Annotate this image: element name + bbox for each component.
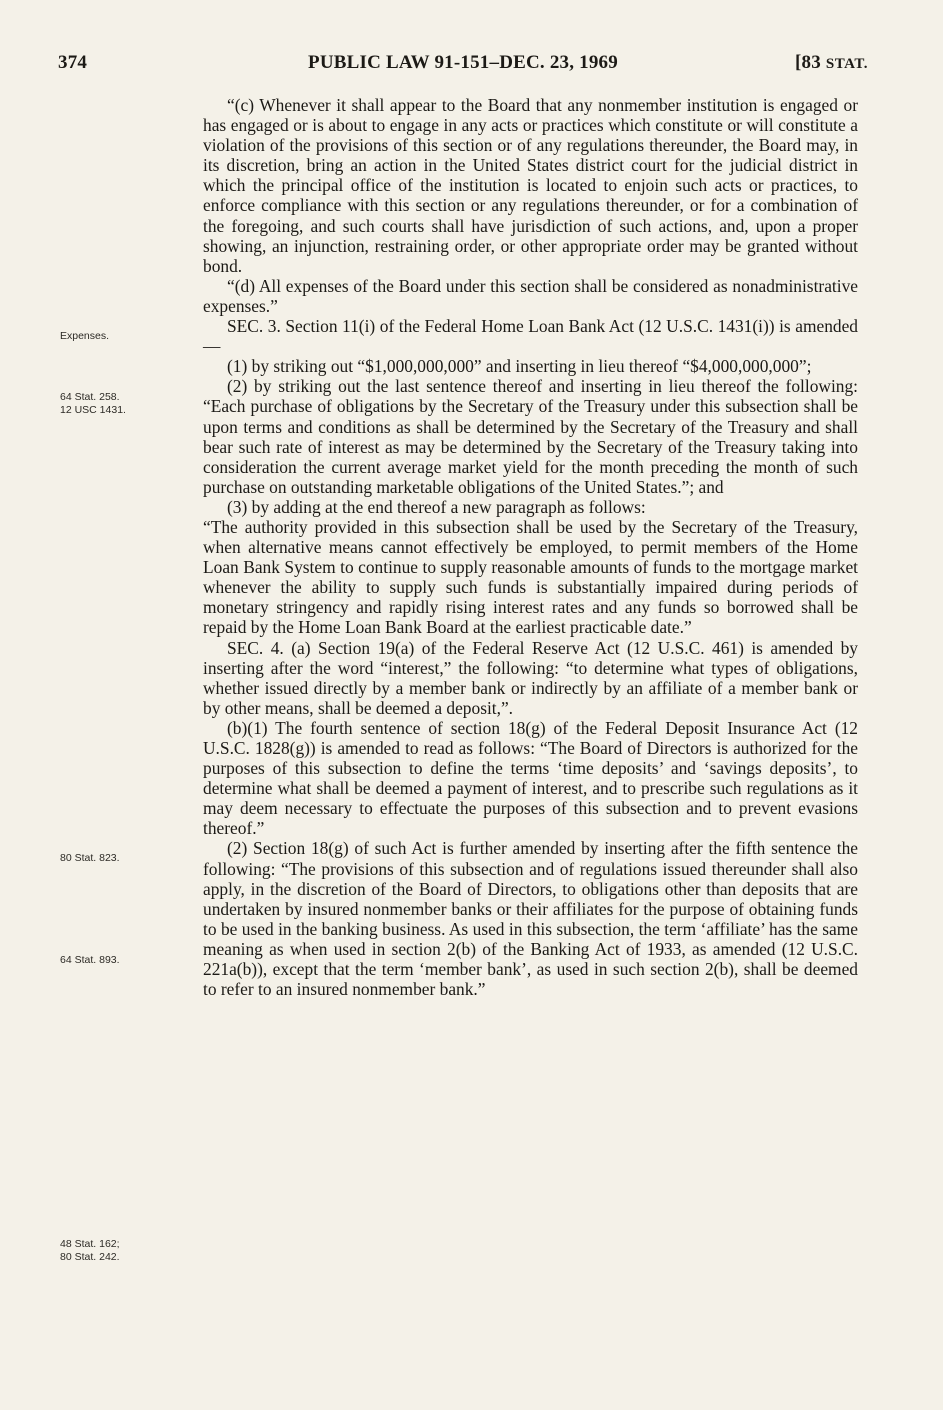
page-header — [58, 52, 868, 82]
paragraph-section-4b1: (b)(1) The fourth sentence of section 18(g) of the Federal Deposit Insurance Act (12 U.S.C. 1828(g)) is amended to read as follows: “The Board of Directors is authorized for the purposes of this subsection to define the terms ‘time deposits’ and ‘savings deposits’, to determine what shall be deemed a payment of interest, and to prescribe such regulations as it may deem necessary to effectuate the purposes of this subsection and to prevent evasions thereof.” — [203, 717, 858, 839]
paragraph-section-4b2: (2) Section 18(g) of such Act is further amended by inserting after the fifth sentence the following: “The provisions of this subsection and of regulations issued thereunder shall also apply, in the discretion of the Board of Directors, to obligations other than deposits that are undertaken by insured nonmember banks or their affiliates for the purpose of obtaining funds to be used in the banking business. As used in this subsection, the term ‘affiliate’ has the same meaning as when used in section 2(b) of the Banking Act of 1933, as amended (12 U.S.C. 221a(b)), except that the term ‘member bank’, as used in such section 2(b), shall be deemed to refer to an insured nonmember bank.” — [203, 838, 858, 1000]
paragraph-clause-2: (2) by striking out the last sentence thereof and inserting in lieu thereof the following: “Each purchase of obligations by the Secretary of the Treasury under this subsection shall be upon terms and conditions as shall be determined by the Secretary of the Treasury and shall bear such rate of interest as may be determined by the Secretary of the Treasury taking into consideration the current average market yield for the month preceding the month of such purchase on outstanding marketable obligations of the United States.”; and — [203, 376, 858, 497]
margin-note-64-stat-893: 64 Stat. 893. — [60, 954, 120, 966]
page-number: 374 — [58, 52, 88, 73]
margin-note-12-usc-1431: 12 USC 1431. — [60, 404, 126, 416]
paragraph-subsection-d: “(d) All expenses of the Board under this section shall be considered as nonadministrative expenses.” — [203, 275, 858, 316]
page-title: PUBLIC LAW 91-151–DEC. 23, 1969 — [308, 52, 618, 73]
margin-note-64-stat-258: 64 Stat. 258. — [60, 391, 120, 403]
paragraph-clause-1: (1) by striking out “$1,000,000,000” and inserting in lieu thereof “$4,000,000,000”; — [227, 356, 812, 377]
statute-volume: [83 — [795, 52, 821, 73]
margin-note-48-stat-162: 48 Stat. 162; — [60, 1238, 120, 1250]
body-text — [203, 95, 858, 999]
margin-note-80-stat-823: 80 Stat. 823. — [60, 852, 120, 864]
paragraph-section-4a: SEC. 4. (a) Section 19(a) of the Federal Reserve Act (12 U.S.C. 461) is amended by inserting after the word “interest,” the following: “to determine what types of obligations, whether issued directly by a member bank or indirectly by an affiliate of a member bank or by other means, shall be deemed a deposit,”. — [203, 637, 858, 718]
paragraph-subsection-c: “(c) Whenever it shall appear to the Board that any nonmember institution is engaged or has engaged or is about to engage in any acts or practices which constitute or will constitute a violation of the provisions of this section or of any regulations thereunder, the Board may, in its discretion, bring an action in the United States district court for the judicial district in which the principal office of the institution is located to enjoin such acts or practices, to enforce compliance with this section or any regulations thereunder, or for a combination of the foregoing, and such courts shall have jurisdiction of such actions, and, upon a proper showing, an injunction, restraining order, or other appropriate order may be granted without bond. — [203, 95, 858, 276]
statute-label: STAT. — [825, 56, 868, 72]
margin-note-expenses: Expenses. — [60, 330, 110, 342]
paragraph-section-3: SEC. 3. Section 11(i) of the Federal Home Loan Bank Act (12 U.S.C. 1431(i)) is amended— — [203, 316, 858, 357]
margin-note-80-stat-242: 80 Stat. 242. — [60, 1251, 120, 1263]
paragraph-authority-quote: “The authority provided in this subsection shall be used by the Secretary of the Treasury, when alternative means cannot effectively be employed, to permit members of the Home Loan Bank System to continue to supply reasonable amounts of funds to the mortgage market whenever the ability to supply such funds is substantially impaired during periods of monetary stringency and rapidly rising interest rates and any funds so borrowed shall be repaid by the Home Loan Bank Board at the earliest practicable date.” — [203, 516, 858, 638]
paragraph-clause-3: (3) by adding at the end thereof a new paragraph as follows: — [227, 496, 646, 517]
statute-reference — [795, 52, 868, 74]
